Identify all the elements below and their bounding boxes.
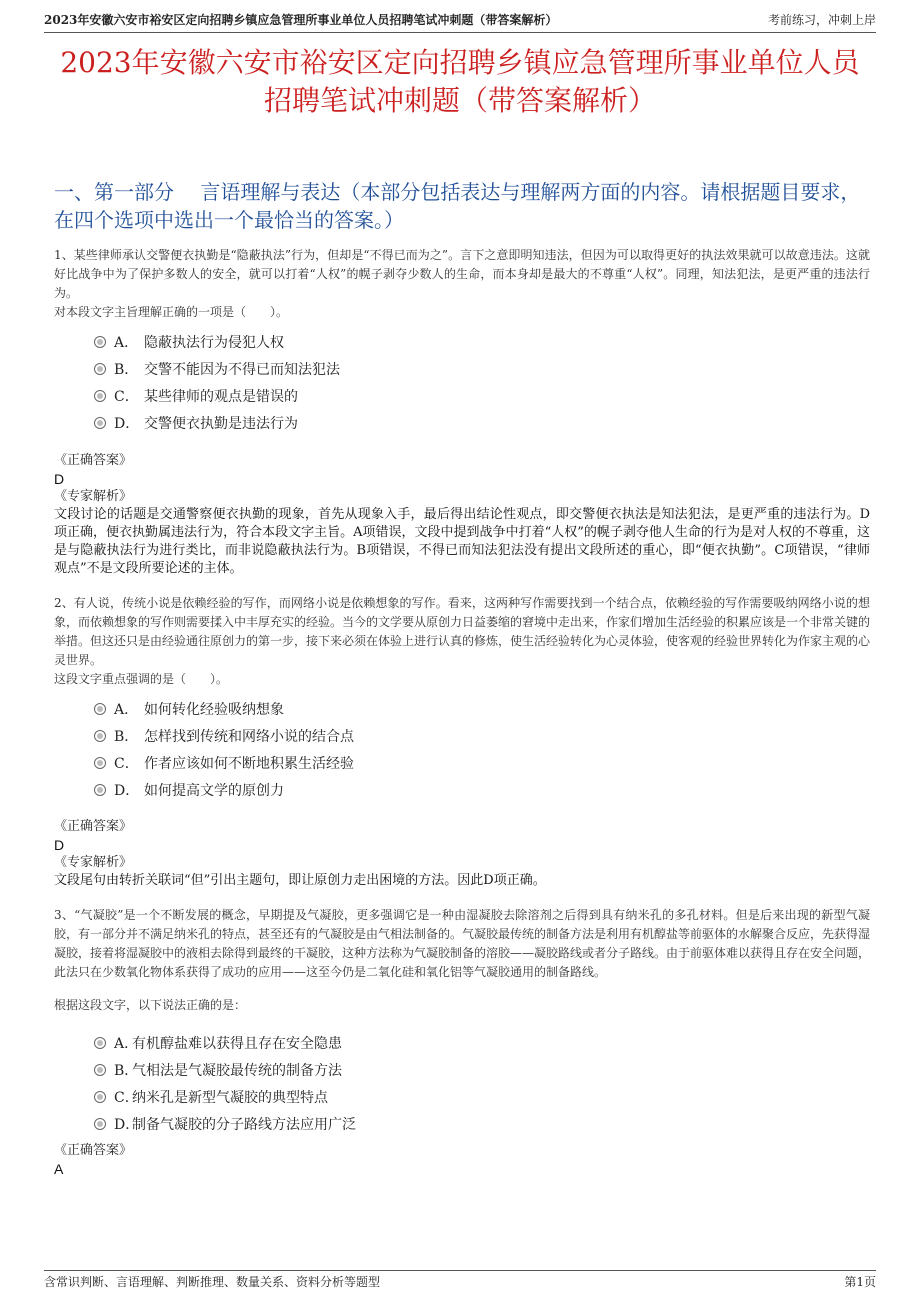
option-letter: D． <box>114 782 140 799</box>
radio-icon[interactable] <box>94 1064 106 1076</box>
option-text: 纳米孔是新型气凝胶的典型特点 <box>132 1089 328 1106</box>
radio-icon[interactable] <box>94 784 106 796</box>
option-text: 如何转化经验吸纳想象 <box>144 701 284 718</box>
option-text: 气相法是气凝胶最传统的制备方法 <box>132 1062 342 1079</box>
option-c[interactable] <box>94 382 870 409</box>
header-slogan: 考前练习，冲刺上岸 <box>767 13 876 27</box>
answer-label: 《正确答案》 <box>54 819 133 834</box>
option-text: 如何提高文学的原创力 <box>144 782 284 799</box>
answer-block-2 <box>54 818 870 890</box>
option-text: 交警不能因为不得已而知法犯法 <box>144 361 340 378</box>
option-a[interactable] <box>94 328 870 355</box>
option-d[interactable] <box>94 1110 870 1137</box>
answer-label: 《正确答案》 <box>54 1143 133 1158</box>
option-letter: A． <box>114 701 139 718</box>
analysis-label: 《专家解析》 <box>54 489 133 504</box>
answer-value: A <box>54 1161 64 1177</box>
option-a[interactable] <box>94 1029 870 1056</box>
answer-block-3 <box>54 1142 870 1178</box>
radio-icon[interactable] <box>94 730 106 742</box>
document-title: 2023年安徽六安市裕安区定向招聘乡镇应急管理所事业单位人员招聘笔试冲刺题（带答案解析） <box>60 46 860 117</box>
option-a[interactable] <box>94 695 870 722</box>
page-footer <box>44 1270 876 1293</box>
question-stem: 这段文字重点强调的是（ ）。 <box>54 672 229 686</box>
option-d[interactable] <box>94 776 870 803</box>
option-text: 交警便衣执勤是违法行为 <box>144 415 298 432</box>
option-text: 某些律师的观点是错误的 <box>144 388 298 405</box>
option-letter: D． <box>114 1116 140 1133</box>
option-c[interactable] <box>94 1083 870 1110</box>
radio-icon[interactable] <box>94 703 106 715</box>
option-letter: A． <box>114 1035 139 1052</box>
running-header <box>44 8 876 33</box>
analysis-label: 《专家解析》 <box>54 855 133 870</box>
option-text: 隐蔽执法行为侵犯人权 <box>144 334 284 351</box>
answer-value: D <box>54 837 65 853</box>
option-list <box>94 1029 870 1137</box>
question-passage: 3、“气凝胶”是一个不断发展的概念，早期提及气凝胶，更多强调它是一种由湿凝胶去除溶剂之后得到具有纳米孔的多孔材料。但是后来出现的新型气凝胶，有一部分并不满足纳米孔的特点，甚至还有的气凝胶是由气相法制备的。气凝胶最传统的制备方法是利用有机醇盐等前驱体的水解聚合反应，先获得湿凝胶，接着将湿凝胶中的液相去除得到最终的干凝胶，这种方法称为气凝胶制备的溶胶——凝胶路线或者分子路线。由于前驱体难以获得且存在安全问题，此法只在少数氧化物体系获得了成功的应用——这至今仍是二氧化硅和氧化铝等气凝胶通用的制备路线。 <box>54 908 871 979</box>
radio-icon[interactable] <box>94 390 106 402</box>
option-c[interactable] <box>94 749 870 776</box>
question-passage: 2、有人说，传统小说是依赖经验的写作，而网络小说是依赖想象的写作。看来，这两种写作需要找到一个结合点，依赖经验的写作需要吸纳网络小说的想象，而依赖想象的写作则需要揉入中丰厚充实的经验。当今的文学要从原创力日益萎缩的窘境中走出来，作家们增加生活经验的积累应该是一个非常关键的举措。但这还只是由经验通往原创力的第一步，接下来必须在体验上进行认真的修炼，使生活经验转化为心灵体验，使客观的经验世界转化为作家主观的心灵世界。 <box>54 596 871 667</box>
footer-description: 含常识判断、言语理解、判断推理、数量关系、资料分析等题型 <box>44 1275 381 1289</box>
radio-icon[interactable] <box>94 1091 106 1103</box>
radio-icon[interactable] <box>94 417 106 429</box>
option-b[interactable] <box>94 355 870 382</box>
option-list <box>94 695 870 803</box>
question-2 <box>54 594 870 803</box>
analysis-text: 文段讨论的话题是交通警察便衣执勤的现象，首先从现象入手，最后得出结论性观点，即交警便衣执法是知法犯法，是更严重的违法行为。D项正确，便衣执勤属违法行为，符合本段文字主旨。A项错误，文段中提到战争中打着“人权”的幌子剥夺他人生命的行为是对人权的不尊重，这是与隐蔽执法行为进行类比，而非说隐蔽执法行为。B项错误，不得已而知法犯法没有提出文段所述的重心，即“便衣执勤”。C项错误，“律师观点”不是文段所要论述的主体。 <box>54 507 870 576</box>
option-letter: A． <box>114 334 139 351</box>
header-doc-name: 2023年安徽六安市裕安区定向招聘乡镇应急管理所事业单位人员招聘笔试冲刺题（带答案解析） <box>44 13 558 27</box>
question-3 <box>54 906 870 1137</box>
option-text: 有机醇盐难以获得且存在安全隐患 <box>132 1035 342 1052</box>
radio-icon[interactable] <box>94 757 106 769</box>
option-letter: B． <box>114 361 139 378</box>
option-letter: B． <box>114 728 139 745</box>
question-stem: 对本段文字主旨理解正确的一项是（ ）。 <box>54 305 289 319</box>
section-heading: 一、第一部分 言语理解与表达（本部分包括表达与理解两方面的内容。请根据题目要求，在四个选项中选出一个最恰当的答案。） <box>54 180 861 232</box>
option-list <box>94 328 870 436</box>
option-text: 怎样找到传统和网络小说的结合点 <box>144 728 354 745</box>
option-d[interactable] <box>94 409 870 436</box>
option-text: 作者应该如何不断地积累生活经验 <box>144 755 354 772</box>
option-letter: B． <box>114 1062 139 1079</box>
analysis-text: 文段尾句由转折关联词“但”引出主题句，即让原创力走出困境的方法。因此D项正确。 <box>54 873 546 888</box>
answer-value: D <box>54 471 65 487</box>
radio-icon[interactable] <box>94 1037 106 1049</box>
radio-icon[interactable] <box>94 336 106 348</box>
option-letter: C． <box>114 755 139 772</box>
radio-icon[interactable] <box>94 1118 106 1130</box>
option-b[interactable] <box>94 722 870 749</box>
option-letter: C． <box>114 388 139 405</box>
option-b[interactable] <box>94 1056 870 1083</box>
option-letter: C． <box>114 1089 139 1106</box>
question-stem: 根据这段文字，以下说法正确的是： <box>54 998 247 1012</box>
answer-label: 《正确答案》 <box>54 453 133 468</box>
question-passage: 1、某些律师承认交警便衣执勤是“隐蔽执法”行为，但却是“不得已而为之”。言下之意即明知违法，但因为可以取得更好的执法效果就可以故意违法。这就好比战争中为了保护多数人的安全，就可以打着“人权”的幌子剥夺少数人的生命，而本身却是最大的不尊重“人权”。同理，知法犯法，是更严重的违法行为。 <box>54 248 870 300</box>
question-1 <box>54 246 870 436</box>
option-text: 制备气凝胶的分子路线方法应用广泛 <box>132 1116 356 1133</box>
answer-block-1 <box>54 452 870 578</box>
radio-icon[interactable] <box>94 363 106 375</box>
page-number: 第1页 <box>844 1275 876 1289</box>
option-letter: D． <box>114 415 140 432</box>
